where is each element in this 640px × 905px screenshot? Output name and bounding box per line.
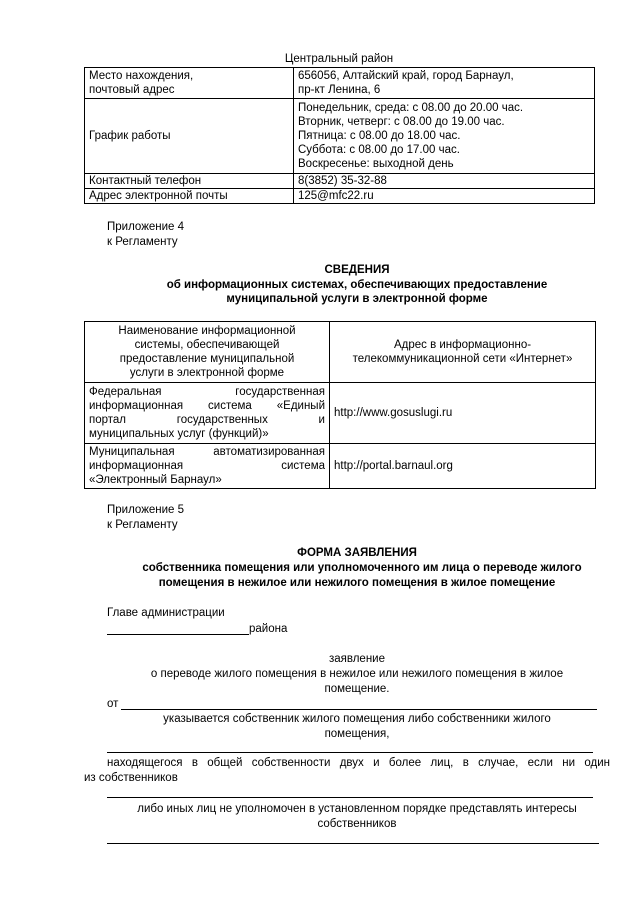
- table-cell-label: [85, 99, 294, 174]
- represent-blank[interactable]: [107, 843, 599, 844]
- cell-text: почтовый адрес: [89, 84, 175, 96]
- table-cell-name: [85, 383, 330, 444]
- url-link[interactable]: http://portal.barnaul.org: [334, 460, 453, 472]
- hint-shared: из собственников: [84, 772, 178, 784]
- table-cell-label: [85, 189, 294, 204]
- table-header-cell: [330, 322, 596, 383]
- cell-text: муниципальных услуг (функций)»: [89, 428, 269, 440]
- table-cell-value: [294, 68, 595, 99]
- table-header-row: [85, 322, 596, 383]
- cell-text: пр-кт Ленина, 6: [298, 84, 381, 96]
- cell-email-link[interactable]: 125@mfc22.ru: [298, 190, 374, 202]
- from-label: от: [107, 698, 119, 710]
- table-cell-url: [330, 383, 596, 444]
- cell-text: Адрес электронной почты: [89, 190, 228, 202]
- hint-represent: либо иных лиц не уполномочен в установленном порядке представлять интересы: [137, 803, 577, 815]
- appendix5-subtitle: помещения в нежилое или нежилого помещения в жилое помещение: [158, 577, 556, 589]
- table-row: [85, 68, 595, 99]
- appendix4-title: СВЕДЕНИЯ: [324, 264, 390, 276]
- from-blank[interactable]: [121, 698, 597, 710]
- appendix5-title: ФОРМА ЗАЯВЛЕНИЯ: [297, 547, 417, 559]
- owner-blank[interactable]: [107, 752, 593, 753]
- systems-table: [84, 321, 596, 489]
- header-text: предоставление муниципальной: [119, 353, 295, 365]
- cell-text: информационная система: [89, 460, 325, 472]
- cell-text: информационная система «Единый: [89, 400, 325, 412]
- table-header-cell: [85, 322, 330, 383]
- appendix4-label: Приложение 4: [107, 221, 185, 233]
- appendix5-label: Приложение 5: [107, 504, 185, 516]
- table-row: [85, 174, 595, 189]
- table-cell-value: [294, 189, 595, 204]
- url-link[interactable]: http://www.gosuslugi.ru: [334, 407, 453, 419]
- cell-text: 656056, Алтайский край, город Барнаул,: [298, 70, 514, 82]
- hint-owner: помещения,: [324, 728, 390, 740]
- cell-text: Муниципальная автоматизированная: [89, 446, 325, 458]
- cell-text: «Электронный Барнаул»: [89, 474, 222, 486]
- cell-text: Место нахождения,: [89, 70, 194, 82]
- cell-text: Контактный телефон: [89, 175, 202, 187]
- header-text: телекоммуникационной сети «Интернет»: [352, 353, 573, 365]
- from-field: [107, 698, 597, 710]
- statement-subtitle: о переводе жилого помещения в нежилое или нежилого помещения в жилое: [150, 668, 564, 680]
- header-text: системы, обеспечивающей: [134, 339, 280, 351]
- cell-text: Воскресенье: выходной день: [298, 158, 454, 170]
- appendix4-subtitle: муниципальной услуги в электронной форме: [226, 293, 488, 305]
- appendix4-ref: к Регламенту: [107, 236, 178, 248]
- cell-text: Пятница: с 08.00 до 18.00 час.: [298, 130, 461, 142]
- table-row: [85, 444, 596, 489]
- hint-shared: находящегося в общей собственности двух и более лиц, в случае, если ни один: [107, 757, 610, 769]
- cell-text: Понедельник, среда: с 08.00 до 20.00 час.: [298, 102, 524, 114]
- table-row: [85, 383, 596, 444]
- info-table: [84, 67, 595, 204]
- cell-text: портал государственных и: [89, 414, 325, 426]
- statement-title: заявление: [328, 653, 386, 665]
- table-row: [85, 189, 595, 204]
- district-blank[interactable]: [107, 622, 249, 635]
- cell-text: Федеральная государственная: [89, 386, 325, 398]
- table-cell-url: [330, 444, 596, 489]
- shared-blank[interactable]: [107, 797, 593, 798]
- district-field: [107, 622, 287, 635]
- addressee-label: Главе администрации: [107, 607, 225, 619]
- table-cell-label: [85, 174, 294, 189]
- header-text: услуги в электронной форме: [129, 367, 285, 379]
- appendix5-ref: к Регламенту: [107, 519, 178, 531]
- cell-text: 8(3852) 35-32-88: [298, 175, 387, 187]
- table-cell-value: [294, 99, 595, 174]
- header-text: Наименование информационной: [118, 325, 296, 337]
- district-caption: Центральный район: [284, 53, 394, 65]
- table-row: [85, 99, 595, 174]
- table-cell-label: [85, 68, 294, 99]
- hint-owner: указывается собственник жилого помещения либо собственники жилого: [163, 713, 551, 725]
- district-suffix: района: [249, 623, 288, 635]
- appendix4-subtitle: об информационных системах, обеспечивающих предоставление: [166, 279, 548, 291]
- table-cell-name: [85, 444, 330, 489]
- cell-text: Вторник, четверг: с 08.00 до 19.00 час.: [298, 116, 505, 128]
- cell-text: Суббота: с 08.00 до 17.00 час.: [298, 144, 460, 156]
- header-text: Адрес в информационно-: [393, 339, 532, 351]
- statement-subtitle: помещение.: [324, 683, 390, 695]
- hint-represent: собственников: [317, 818, 397, 830]
- cell-text: График работы: [89, 130, 171, 142]
- appendix5-subtitle: собственника помещения или уполномоченного им лица о переводе жилого: [142, 562, 582, 574]
- table-cell-value: [294, 174, 595, 189]
